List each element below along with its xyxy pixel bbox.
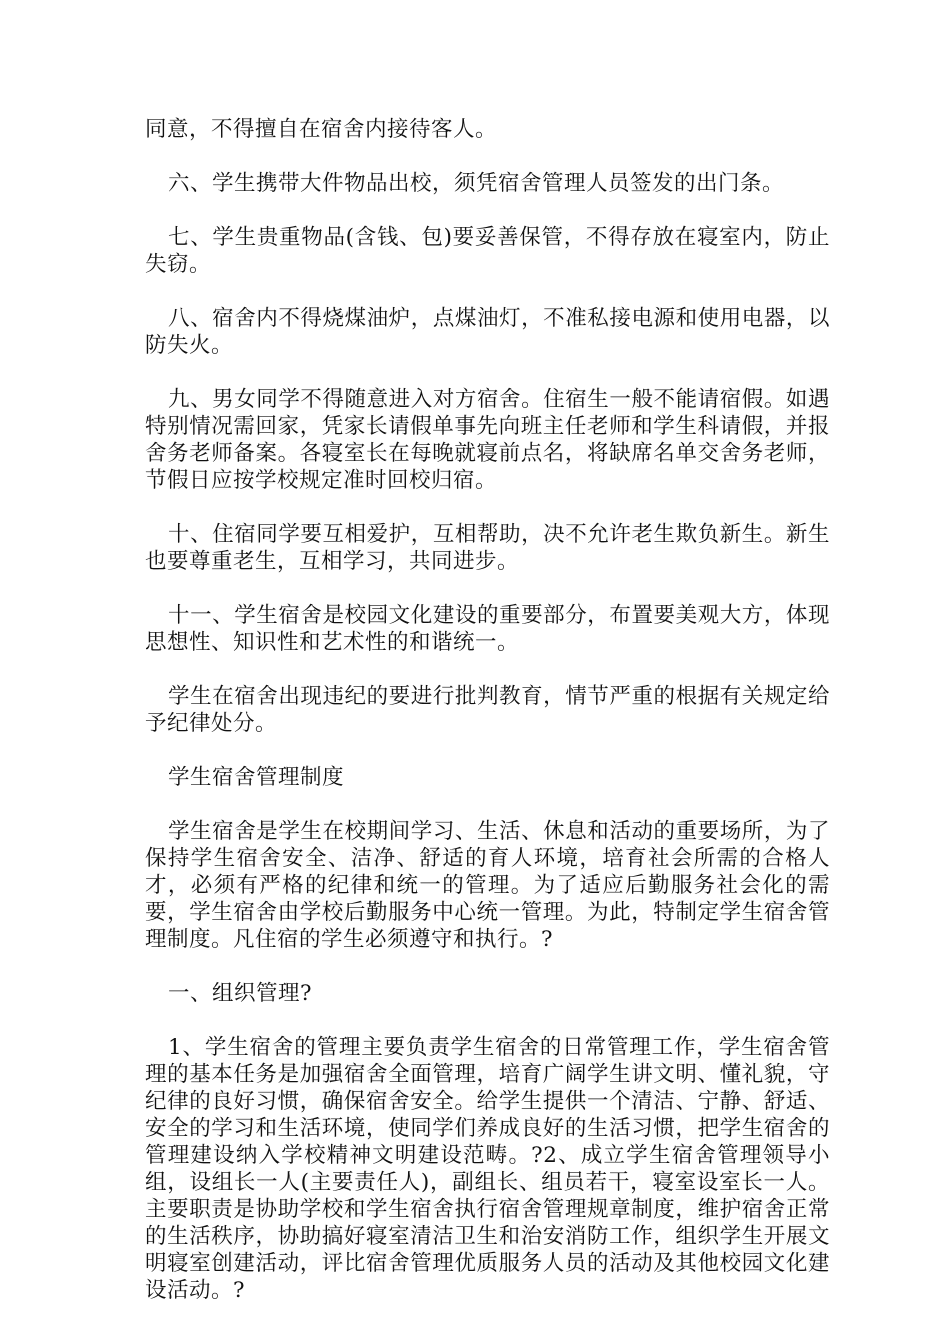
paragraph-organization-details: 1、学生宿舍的管理主要负责学生宿舍的日常管理工作，学生宿舍管理的基本任务是加强宿舍全面管理，培育广阔学生讲文明、懂礼貌，守纪律的良好习惯，确保宿舍安全。给学生提供一个清洁、宁静、舒适、安全的学习和生活环境，使同学们养成良好的生活习惯，把学生宿舍的管理建设纳入学校精神文明建设范畴。?2、成立学生宿舍管理领导小组，设组长一人(主要责任人)，副组长、组员若干，寝室设室长一人。主要职责是协助学校和学生宿舍执行宿舍管理规章制度，维护宿舍正常的生活秩序，协助搞好寝室清洁卫生和治安消防工作，组织学生开展文明寝室创建活动，评比宿舍管理优质服务人员的活动及其他校园文化建设活动。? <box>145 1035 830 1303</box>
section-title: 学生宿舍管理制度 <box>168 765 345 790</box>
section-heading-organization: 一、组织管理? <box>168 981 313 1006</box>
paragraph-intro: 学生宿舍是学生在校期间学习、生活、休息和活动的重要场所，为了保持学生宿舍安全、洁净、舒适的育人环境，培育社会所需的合格人才，必须有严格的纪律和统一的管理。为了适应后勤服务社会化的需要，学生宿舍由学校后勤服务中心统一管理。为此，特制定学生宿舍管理制度。凡住宿的学生必须遵守和执行。? <box>145 819 830 952</box>
paragraph-rule-9: 九、男女同学不得随意进入对方宿舍。住宿生一般不能请宿假。如遇特别情况需回家，凭家长请假单事先向班主任老师和学生科请假，并报舍务老师备案。各寝室长在每晚就寝前点名，将缺席名单交舍务老师，节假日应按学校规定准时回校归宿。 <box>145 387 830 493</box>
paragraph-rule-6: 六、学生携带大件物品出校，须凭宿舍管理人员签发的出门条。 <box>168 171 785 196</box>
paragraph-rule-8: 八、宿舍内不得烧煤油炉，点煤油灯，不准私接电源和使用电器，以防失火。 <box>145 306 830 358</box>
paragraph-discipline: 学生在宿舍出现违纪的要进行批判教育，情节严重的根据有关规定给予纪律处分。 <box>145 684 830 736</box>
paragraph-rule-10: 十、住宿同学要互相爱护，互相帮助，决不允许老生欺负新生。新生也要尊重老生，互相学习，共同进步。 <box>145 522 830 574</box>
document-body <box>145 116 830 1304</box>
paragraph-rule-7: 七、学生贵重物品(含钱、包)要妥善保管，不得存放在寝室内，防止失窃。 <box>145 225 830 277</box>
paragraph-rule-11: 十一、学生宿舍是校园文化建设的重要部分，布置要美观大方，体现思想性、知识性和艺术性的和谐统一。 <box>145 603 830 655</box>
paragraph-continuation: 同意，不得擅自在宿舍内接待客人。 <box>145 117 498 142</box>
